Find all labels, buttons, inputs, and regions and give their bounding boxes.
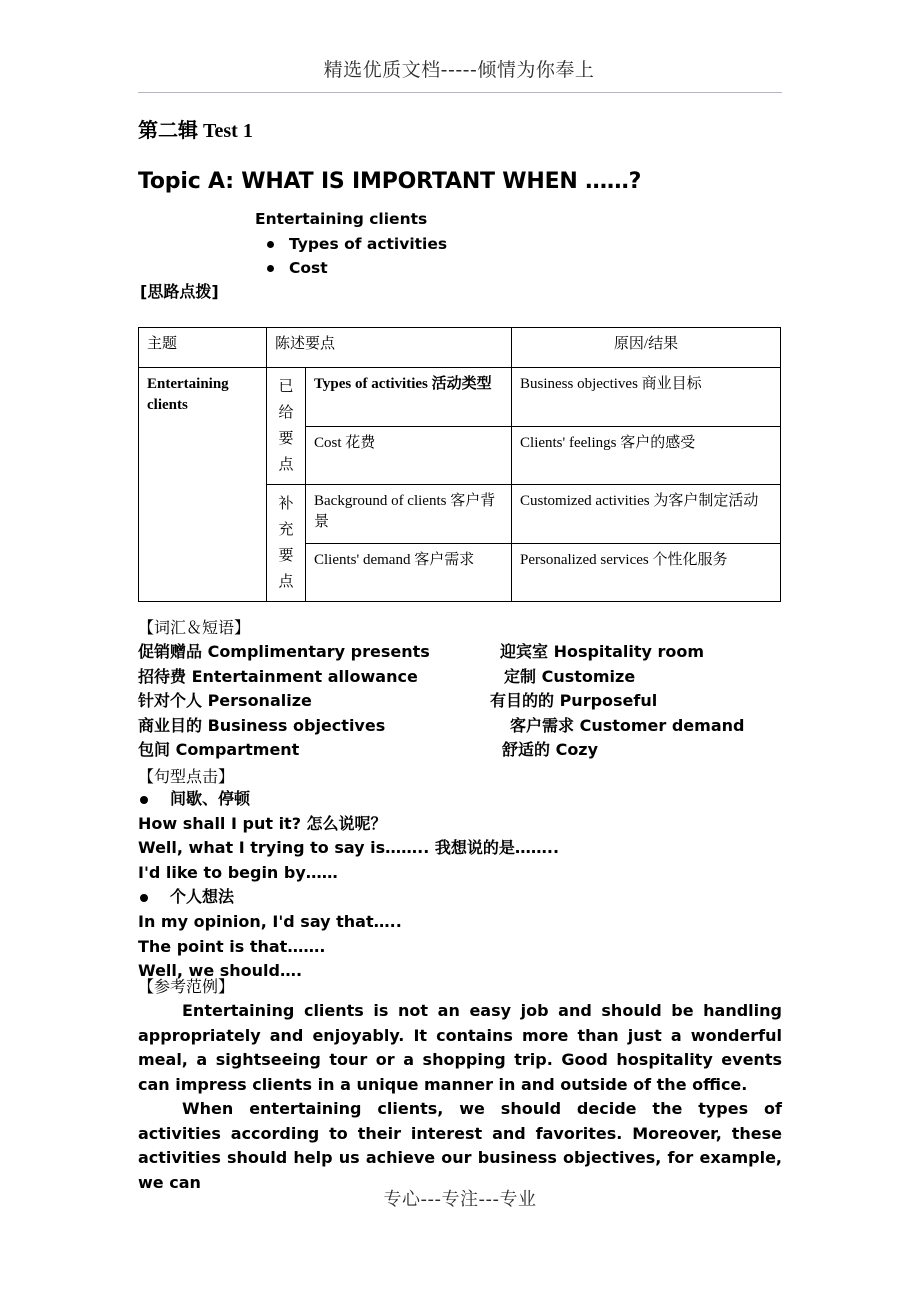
vocabulary-row: [138, 689, 798, 714]
table-header-points: 陈述要点: [267, 328, 512, 368]
pattern-line: Well, we should….: [138, 961, 303, 981]
tag-char: 点: [278, 457, 294, 473]
tag-char: 已: [278, 379, 294, 395]
table-cell-topic: Entertaining clients: [139, 368, 267, 602]
pattern-line: I'd like to begin by……: [138, 862, 338, 882]
vocabulary-label: 【词汇＆短语】: [138, 618, 251, 637]
vocabulary-entry-right: 迎宾室 Hospitality room: [500, 642, 705, 661]
tag-char: 要: [278, 548, 294, 564]
patterns-group-title: 间歇、停顿: [138, 787, 798, 812]
pattern-line: In my opinion, I'd say that…..: [138, 911, 402, 931]
pattern-line: How shall I put it? 怎么说呢？: [138, 813, 387, 833]
vocabulary-entry-left: 包间 Compartment: [138, 740, 300, 759]
prompt-block: [255, 207, 447, 281]
table-row: [139, 368, 781, 427]
table-cell-reason: Clients' feelings 客户的感受: [512, 426, 781, 485]
vocabulary-row: [138, 714, 798, 739]
header-watermark-text: 精选优质文档-----倾情为你奉上: [323, 59, 595, 81]
pattern-line: Well, what I trying to say is…….. 我想说的是……..: [138, 838, 560, 858]
vocabulary-entry-right: 舒适的 Cozy: [502, 740, 599, 759]
sample-label: 【参考范例】: [138, 977, 235, 996]
sample-paragraph: When entertaining clients, we should decide the types of activities according to their interest and favorites. Moreover, these activities should help us achieve our business objectives, for example, we can: [138, 1099, 782, 1192]
table-cell-reason: Customized activities 为客户制定活动: [512, 485, 781, 544]
section-title: 第二辑 Test 1: [138, 120, 253, 142]
vocabulary-entry-right: 定制 Customize: [504, 666, 636, 686]
tag-char: 点: [278, 574, 294, 590]
table-cell-point: Background of clients 客户背景: [306, 485, 512, 544]
table-cell-point: Clients' demand 客户需求: [306, 543, 512, 602]
tips-label: [思路点拨]: [140, 282, 219, 301]
prompt-title: Entertaining clients: [255, 210, 428, 228]
vocabulary-entry-right: 客户需求 Customer demand: [510, 715, 745, 735]
vocabulary-row: [138, 738, 798, 763]
vocabulary-row: [138, 640, 798, 665]
patterns-group-title: 个人想法: [138, 885, 798, 910]
vocabulary-entry-left: 商业目的 Business objectives: [138, 715, 386, 735]
vocabulary-entry-left: 招待费 Entertainment allowance: [138, 666, 418, 686]
header-divider-rule: [138, 92, 782, 93]
vocabulary-entry-left: 促销赠品 Complimentary presents: [138, 642, 430, 661]
table-cell-reason: Business objectives 商业目标: [512, 368, 781, 427]
prompt-bullet-list: [255, 232, 447, 281]
sample-paragraph: Entertaining clients is not an easy job and should be handling appropriately and enjoyably. It contains more than just a wonderful meal, a sightseeing tour or a shopping trip. Good hospitality events can impress clients in a unique manner in and outside of the office.: [138, 1001, 782, 1094]
pattern-line: The point is that…….: [138, 936, 326, 956]
table-header-row: [139, 328, 781, 368]
prompt-bullet-item: Types of activities: [289, 232, 447, 257]
table-header-topic: 主题: [139, 328, 267, 368]
page-header: [138, 58, 780, 82]
topic-heading: Topic A: WHAT IS IMPORTANT WHEN ……?: [138, 169, 642, 194]
table-cell-tag-extra: [267, 485, 306, 602]
tag-char: 充: [278, 522, 294, 538]
tag-char: 给: [278, 405, 294, 421]
page-footer: 专心---专注---专业: [383, 1189, 537, 1210]
vocabulary-entry-right: 有目的的 Purposeful: [490, 691, 658, 710]
prompt-bullet-item: Cost: [289, 256, 447, 281]
tag-char: 补: [278, 496, 294, 512]
table-cell-point: Cost 花费: [306, 426, 512, 485]
sample-answer-body: [138, 999, 782, 1195]
vocabulary-list: [138, 640, 798, 763]
table-cell-reason: Personalized services 个性化服务: [512, 543, 781, 602]
table-cell-point: Types of activities 活动类型: [306, 368, 512, 427]
tag-char: 要: [278, 431, 294, 447]
table-cell-tag-given: [267, 368, 306, 485]
patterns-label: 【句型点击】: [138, 767, 235, 786]
patterns-list: [138, 787, 798, 984]
table-header-reason: 原因/结果: [512, 328, 781, 368]
vocabulary-row: [138, 665, 798, 690]
planning-table: [138, 327, 781, 602]
vocabulary-entry-left: 针对个人 Personalize: [138, 691, 312, 710]
